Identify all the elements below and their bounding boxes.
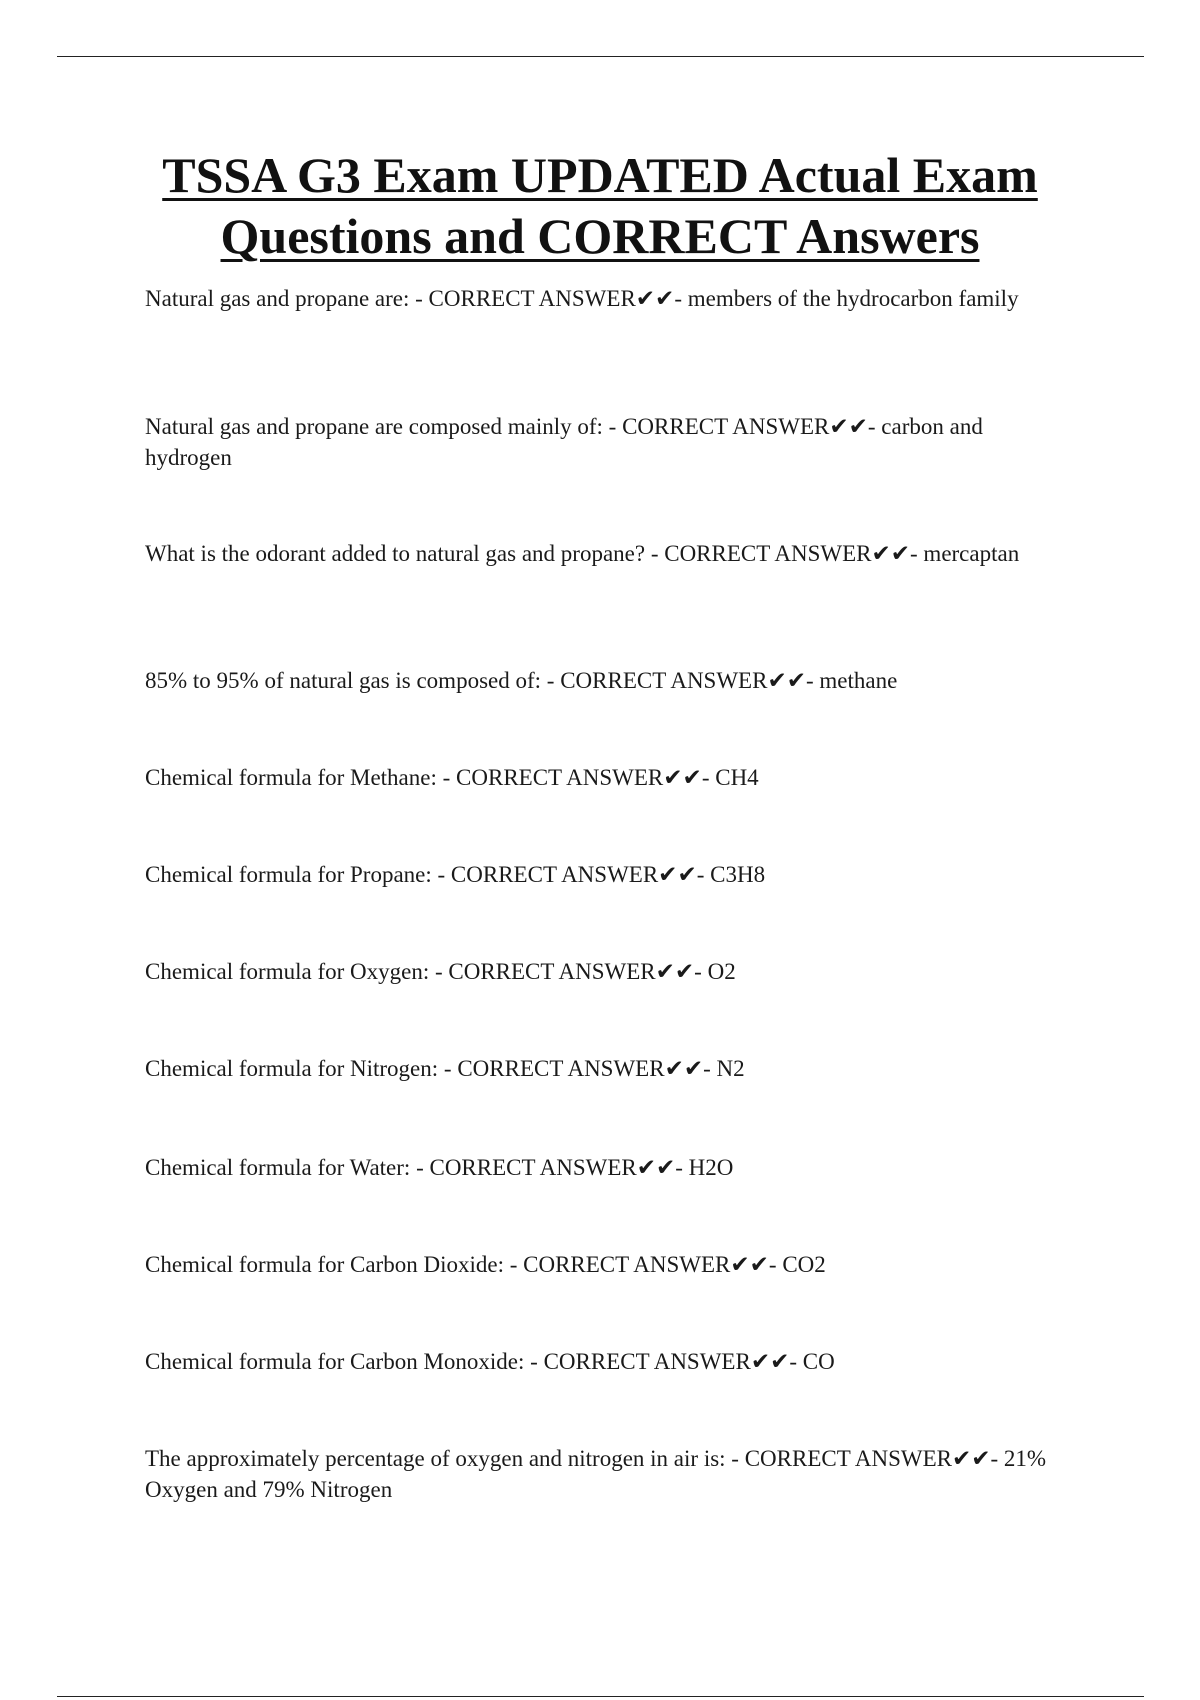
qa-item-1: Natural gas and propane are: - CORRECT ANSWER✔✔- members of the hydrocarbon family — [145, 286, 1019, 311]
qa-item-10: Chemical formula for Carbon Dioxide: - CORRECT ANSWER✔✔- CO2 — [145, 1252, 826, 1277]
top-divider — [57, 56, 1144, 57]
qa-item-4: 85% to 95% of natural gas is composed of: - CORRECT ANSWER✔✔- methane — [145, 668, 898, 693]
qa-item-6: Chemical formula for Propane: - CORRECT ANSWER✔✔- C3H8 — [145, 862, 766, 887]
qa-item-12: The approximately percentage of oxygen and nitrogen in air is: - CORRECT ANSWER✔✔- 21% Oxygen and 79% Nitrogen — [145, 1446, 1047, 1502]
bottom-divider — [57, 1696, 1144, 1697]
qa-item-3: What is the odorant added to natural gas and propane? - CORRECT ANSWER✔✔- mercaptan — [145, 541, 1020, 566]
document-title — [100, 145, 1100, 267]
qa-item-9: Chemical formula for Water: - CORRECT ANSWER✔✔- H2O — [145, 1155, 734, 1180]
title-line-1: TSSA G3 Exam UPDATED Actual Exam — [162, 147, 1038, 203]
qa-item-8: Chemical formula for Nitrogen: - CORRECT ANSWER✔✔- N2 — [145, 1056, 745, 1081]
qa-item-2: Natural gas and propane are composed mainly of: - CORRECT ANSWER✔✔- carbon and hydrogen — [145, 414, 983, 470]
title-line-2: Questions and CORRECT Answers — [220, 208, 980, 264]
qa-item-7: Chemical formula for Oxygen: - CORRECT ANSWER✔✔- O2 — [145, 959, 736, 984]
qa-item-11: Chemical formula for Carbon Monoxide: - CORRECT ANSWER✔✔- CO — [145, 1349, 835, 1374]
qa-item-5: Chemical formula for Methane: - CORRECT ANSWER✔✔- CH4 — [145, 765, 759, 790]
